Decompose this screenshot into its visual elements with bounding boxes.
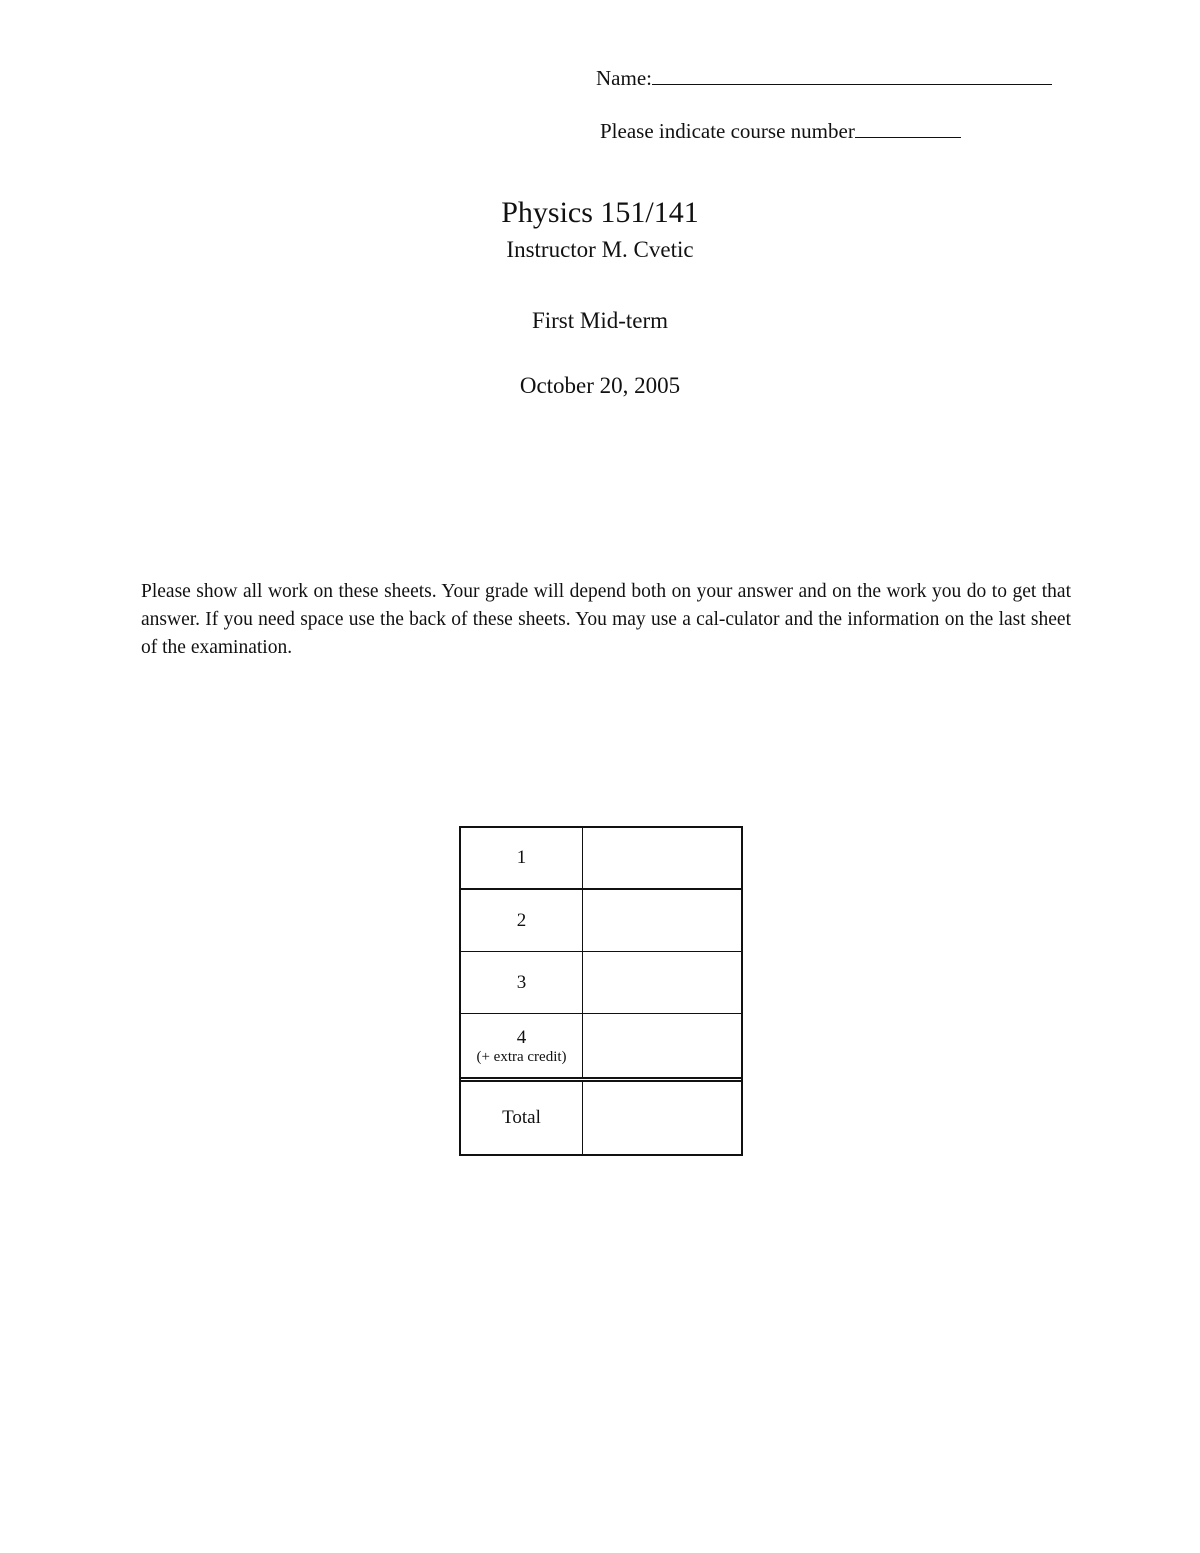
name-label: Name: <box>596 66 652 90</box>
score-row-total <box>461 1082 741 1154</box>
question-number-cell <box>461 952 583 1013</box>
score-row-4 <box>461 1014 741 1082</box>
total-label-cell <box>461 1082 583 1154</box>
score-table <box>459 826 743 1156</box>
question-number-cell <box>461 890 583 951</box>
question-number: 1 <box>516 847 527 868</box>
score-row-2 <box>461 890 741 952</box>
score-row-1 <box>461 828 741 890</box>
exam-name: First Mid-term <box>531 308 669 333</box>
course-title: Physics 151/141 <box>501 196 699 229</box>
course-number-field <box>600 119 961 144</box>
score-cell-3[interactable] <box>583 952 741 1013</box>
course-number-blank[interactable] <box>855 119 961 138</box>
extra-credit-note: (+ extra credit) <box>476 1048 567 1065</box>
exam-instructions: Please show all work on these sheets. Your grade will depend both on your answer and on the work you do to get that answer. If you need space use the back of these sheets. You may use a cal-culator and the information on the last sheet of the examination. <box>141 581 1071 658</box>
score-cell-2[interactable] <box>583 890 741 951</box>
instructor-name: Instructor M. Cvetic <box>506 237 694 262</box>
score-row-3 <box>461 952 741 1014</box>
score-cell-4[interactable] <box>583 1014 741 1077</box>
score-cell-1[interactable] <box>583 828 741 888</box>
name-field <box>596 66 1052 91</box>
total-score-cell[interactable] <box>583 1082 741 1154</box>
question-number: 4 <box>516 1026 527 1048</box>
course-number-label: Please indicate course number <box>600 119 855 143</box>
question-number-cell <box>461 828 583 888</box>
exam-date: October 20, 2005 <box>519 373 681 398</box>
question-number-cell <box>461 1014 583 1077</box>
total-label: Total <box>502 1107 541 1128</box>
name-blank[interactable] <box>652 66 1052 85</box>
question-number: 2 <box>516 909 527 931</box>
question-number: 3 <box>516 971 527 993</box>
